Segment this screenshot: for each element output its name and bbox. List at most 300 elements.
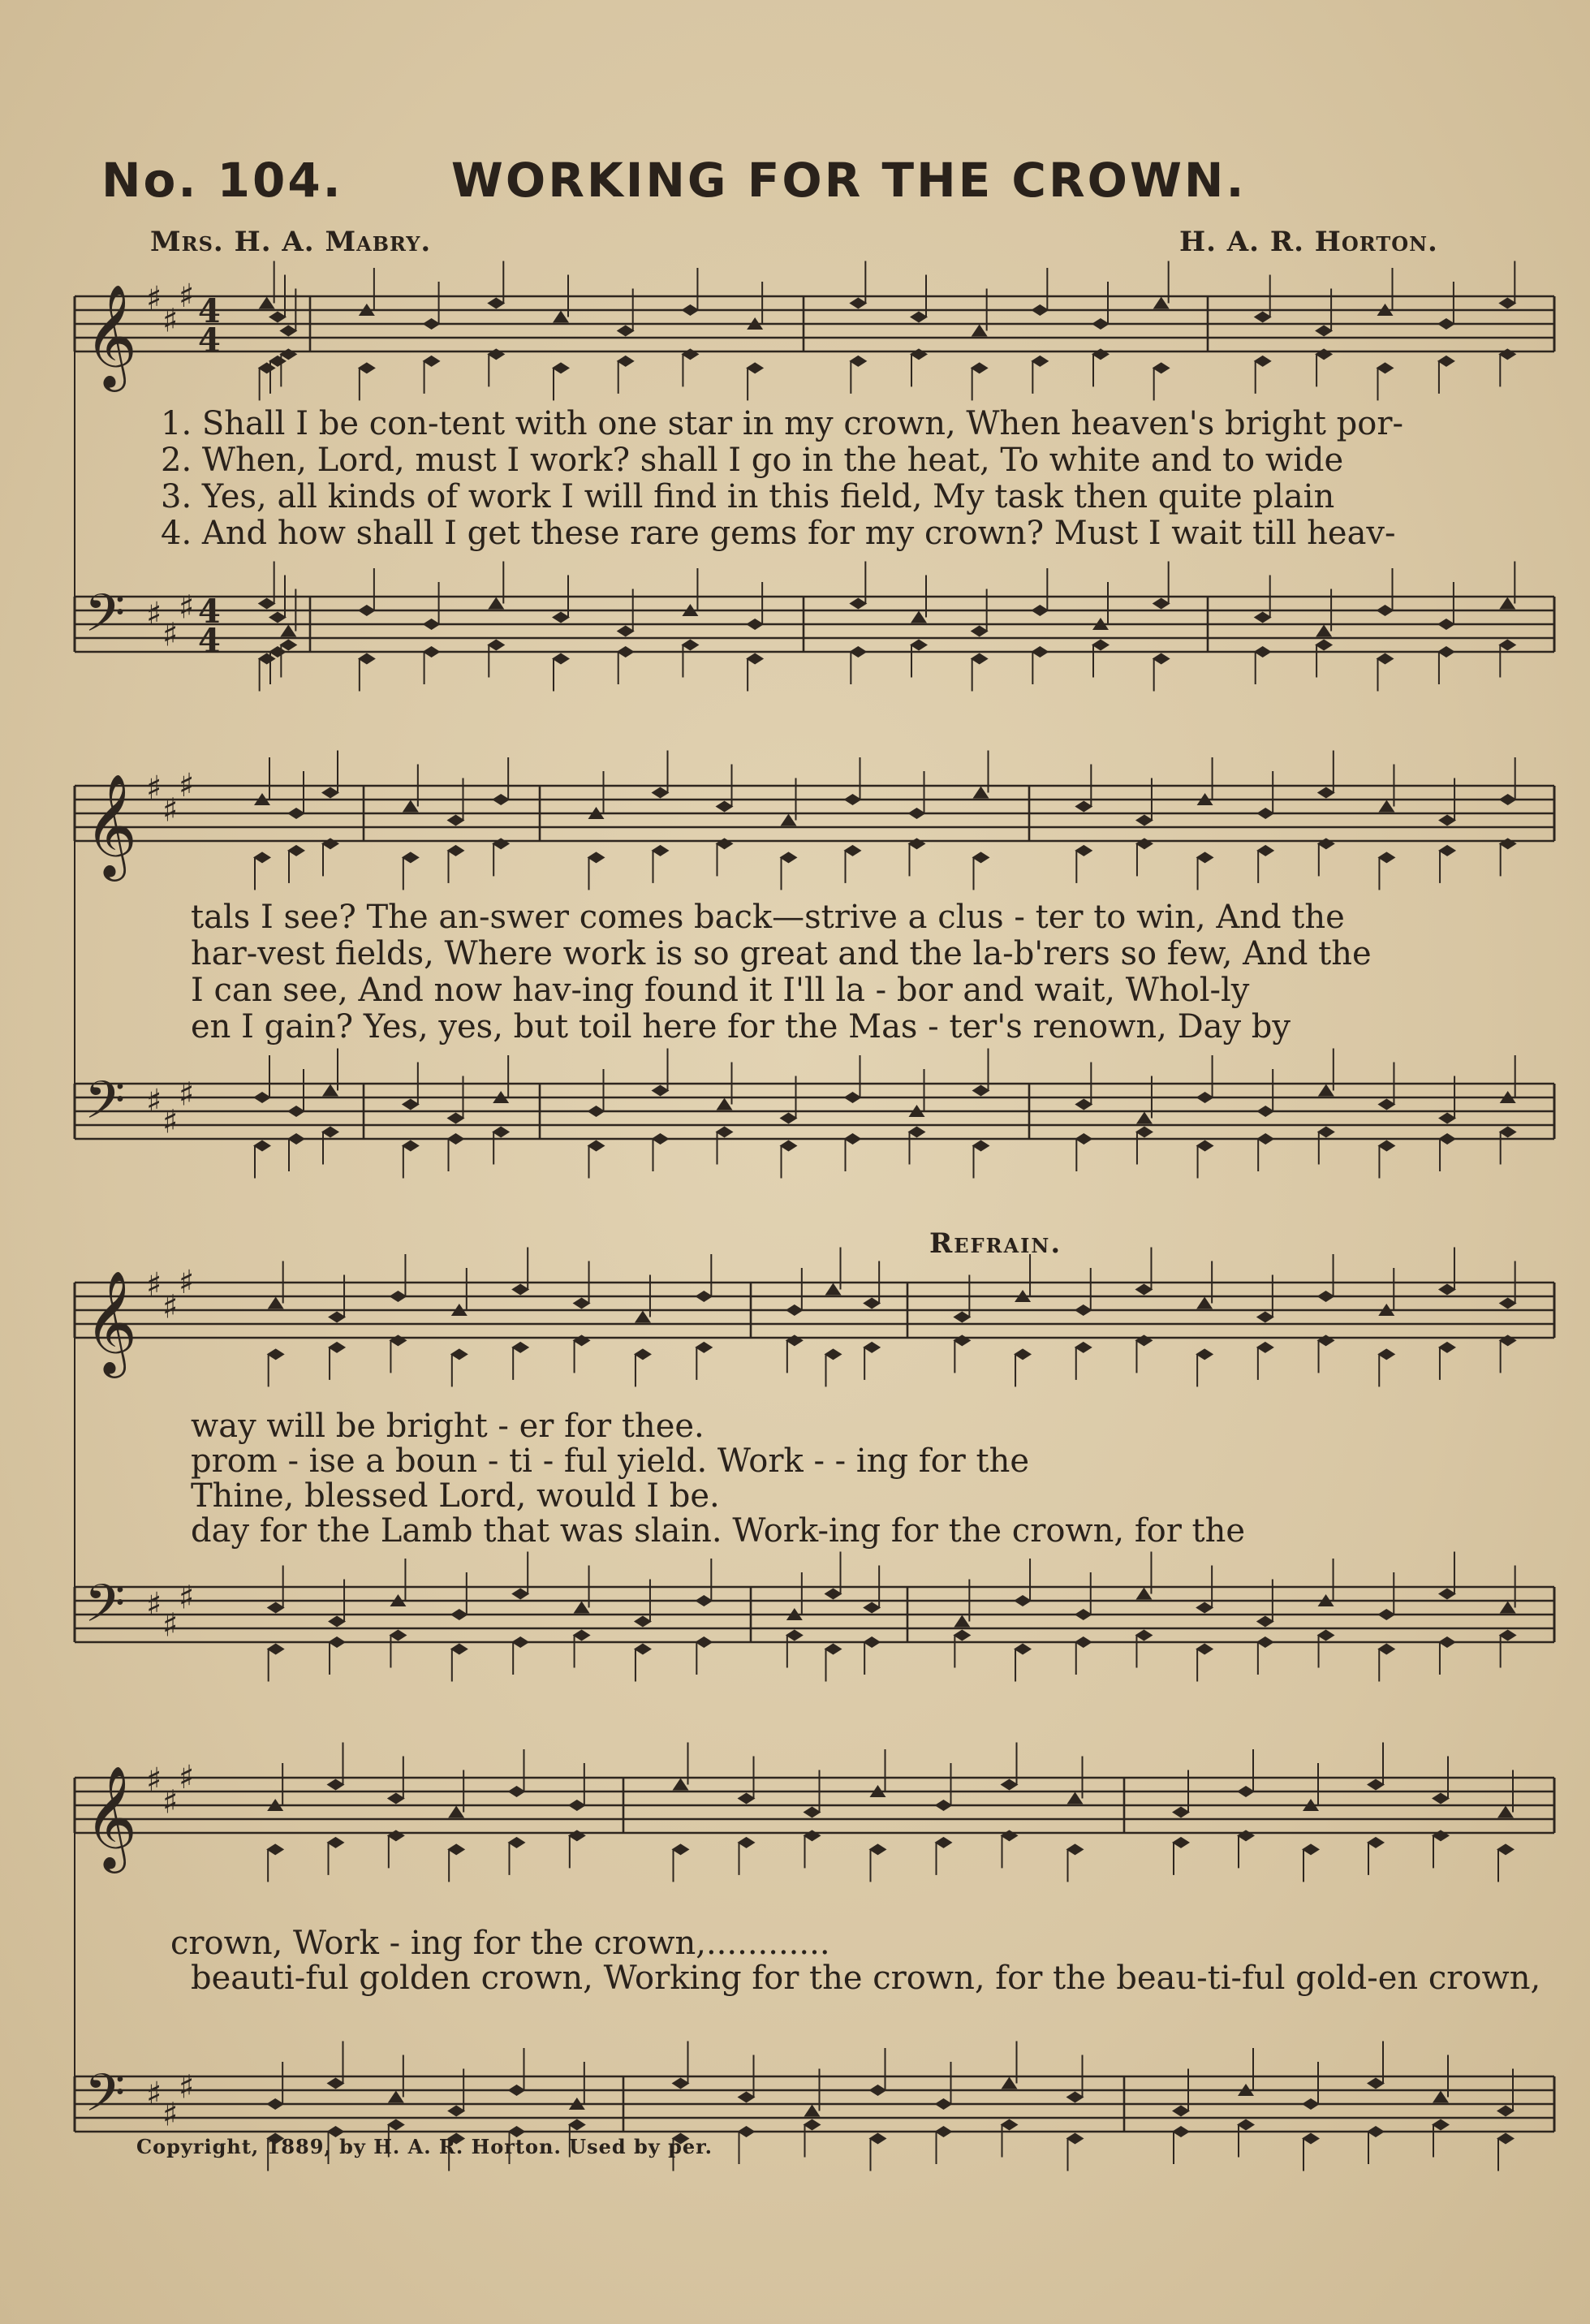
note-head: [574, 1602, 590, 1614]
note-head: [269, 312, 287, 323]
note-head: [573, 1630, 591, 1641]
note-head: [695, 1636, 713, 1648]
note-head: [672, 1843, 690, 1855]
lyric-line: day for the Lamb that was slain. Work-ing for the crown, for the: [191, 1512, 1246, 1550]
note-head: [487, 348, 505, 360]
note-head: [935, 1800, 953, 1811]
note-head: [716, 838, 734, 849]
note-head: [358, 362, 376, 373]
note-head: [1001, 2119, 1019, 2131]
sharp-sign: ♯: [146, 770, 162, 807]
note-head: [387, 1793, 405, 1804]
note-head: [1031, 605, 1049, 616]
note-head: [1437, 356, 1455, 367]
lyric-line: beauti-ful golden crown, Working for the crown, for the beau-ti-ful gold-en crown,: [191, 1960, 1541, 1997]
note-head: [402, 1140, 420, 1152]
note-head: [908, 838, 926, 849]
note-head: [492, 838, 510, 849]
sharp-sign: ♯: [146, 1761, 162, 1799]
note-head: [681, 640, 699, 651]
note-head: [1498, 640, 1516, 651]
note-head: [1438, 815, 1456, 826]
note-head: [508, 2085, 526, 2096]
note-head: [258, 362, 276, 373]
note-head: [1377, 852, 1395, 863]
note-head: [1075, 1636, 1092, 1648]
note-head: [423, 619, 441, 630]
note-head: [1153, 653, 1170, 665]
note-head: [911, 611, 927, 623]
note-head: [786, 1304, 804, 1316]
note-head: [447, 1113, 465, 1124]
hymn-title: WORKING FOR THE CROWN.: [450, 153, 1247, 208]
note-head: [447, 1843, 465, 1855]
note-head: [1031, 356, 1049, 367]
lyric-line: I can see, And now hav-ing found it I'll la - bor and wait, Whol-ly: [191, 972, 1250, 1009]
note-head: [1317, 787, 1335, 799]
note-head: [1237, 1830, 1255, 1841]
note-head: [447, 2106, 465, 2117]
note-head: [971, 626, 989, 637]
note-head: [287, 1133, 305, 1145]
note-head: [972, 325, 988, 337]
note-head: [1075, 1609, 1092, 1620]
note-head: [971, 362, 989, 373]
note-head: [1367, 2078, 1385, 2089]
note-head: [447, 1133, 465, 1145]
note-head: [1092, 318, 1110, 330]
note-head: [910, 348, 928, 360]
note-head: [746, 619, 764, 630]
note-head: [279, 640, 297, 651]
note-head: [1317, 1334, 1335, 1346]
note-head: [1256, 1312, 1274, 1323]
note-head: [1135, 1284, 1153, 1296]
note-head: [279, 326, 297, 337]
note-head: [844, 794, 862, 805]
note-head: [1499, 1334, 1517, 1346]
note-head: [1302, 2133, 1320, 2145]
note-head: [511, 1636, 529, 1648]
note-head: [588, 852, 605, 863]
sharp-sign: ♯: [146, 1586, 162, 1623]
note-head: [738, 2126, 756, 2137]
note-head: [1438, 845, 1456, 856]
time-signature: 4: [198, 593, 221, 631]
sharp-sign: ♯: [162, 2096, 179, 2134]
note-head: [825, 1589, 842, 1600]
note-head: [973, 787, 989, 799]
note-head: [908, 1127, 926, 1138]
lyric-line: tals I see? The an-swer comes back—strive a clus - ter to win, And the: [191, 899, 1345, 936]
note-head: [804, 2119, 821, 2131]
note-head: [863, 1342, 881, 1353]
note-head: [1315, 348, 1333, 360]
note-head: [358, 653, 376, 665]
note-head: [1317, 1291, 1335, 1302]
note-head: [1367, 1779, 1385, 1791]
lyric-line: 2. When, Lord, must I work? shall I go in the heat, To white and to wide: [161, 442, 1344, 479]
note-head: [1497, 2133, 1515, 2145]
note-head: [1377, 1348, 1395, 1360]
note-head: [269, 646, 287, 658]
note-head: [972, 852, 990, 863]
note-head: [1135, 815, 1153, 826]
note-head: [634, 1348, 652, 1360]
sharp-sign: ♯: [179, 1076, 195, 1114]
note-head: [1075, 801, 1092, 813]
note-head: [268, 1297, 284, 1309]
composer-credit: H. A. R. Horton.: [1179, 226, 1438, 258]
note-head: [1172, 2126, 1190, 2137]
note-head: [1066, 2133, 1084, 2145]
note-head: [844, 1092, 862, 1103]
note-head: [1377, 362, 1394, 373]
note-head: [681, 304, 699, 316]
note-head: [1377, 1609, 1395, 1620]
note-head: [552, 653, 570, 665]
note-head: [321, 1127, 339, 1138]
note-head: [863, 1298, 881, 1309]
note-head: [1499, 1127, 1517, 1138]
note-head: [552, 612, 570, 623]
note-head: [634, 1616, 652, 1628]
note-head: [804, 1807, 821, 1818]
note-head: [389, 1291, 407, 1302]
sharp-sign: ♯: [162, 302, 179, 340]
note-head: [358, 605, 376, 616]
note-head: [695, 1342, 713, 1353]
lyric-line: Thine, blessed Lord, would I be.: [191, 1477, 720, 1515]
note-head: [1432, 1793, 1450, 1804]
note-head: [1001, 1779, 1019, 1791]
note-head: [1196, 852, 1214, 863]
note-head: [552, 362, 570, 373]
note-head: [328, 1616, 346, 1628]
note-head: [266, 1843, 284, 1855]
note-head: [328, 1636, 346, 1648]
note-head: [652, 1133, 670, 1145]
note-head: [1254, 356, 1272, 367]
note-head: [1497, 1843, 1515, 1855]
time-signature: 4: [198, 622, 221, 660]
note-head: [266, 2098, 284, 2110]
hymn-number: No. 104.: [101, 153, 343, 208]
note-head: [1498, 348, 1516, 360]
note-head: [1172, 1837, 1190, 1848]
note-head: [695, 1595, 713, 1606]
copyright-notice: Copyright, 1889, by H. A. R. Horton. Used by per.: [136, 2135, 713, 2158]
treble-clef: 𝄞: [84, 1270, 138, 1373]
bass-clef: 𝄢: [84, 584, 126, 657]
bass-clef: 𝄢: [84, 2063, 126, 2136]
lyric-line: way will be bright - er for thee.: [191, 1408, 705, 1445]
note-head: [844, 845, 862, 856]
note-head: [1196, 1644, 1213, 1655]
note-head: [825, 1283, 842, 1296]
note-head: [781, 814, 797, 826]
note-head: [672, 2078, 690, 2089]
note-head: [387, 2119, 405, 2131]
lyric-line: crown, Work - ing for the crown,............: [170, 1925, 830, 1962]
note-head: [1153, 297, 1170, 309]
note-head: [1031, 646, 1049, 658]
note-head: [972, 1140, 990, 1152]
note-head: [1135, 1127, 1153, 1138]
lyric-line: 4. And how shall I get these rare gems for my crown? Must I wait till heav-: [161, 515, 1396, 552]
note-head: [1317, 838, 1335, 849]
time-signature: 4: [198, 321, 221, 360]
note-head: [258, 598, 276, 610]
note-head: [267, 1644, 285, 1655]
note-head: [1499, 597, 1515, 610]
note-head: [389, 1334, 407, 1346]
note-head: [1497, 1806, 1514, 1818]
note-head: [511, 1342, 529, 1353]
note-head: [488, 597, 504, 610]
note-head: [448, 1806, 464, 1818]
note-head: [804, 1830, 821, 1841]
note-head: [695, 1291, 713, 1302]
note-head: [849, 356, 867, 367]
note-head: [269, 356, 287, 367]
note-head: [328, 1342, 346, 1353]
note-head: [1433, 2091, 1449, 2103]
note-head: [1002, 2077, 1018, 2089]
lyricist-credit: Mrs. H. A. Mabry.: [150, 226, 432, 258]
note-head: [568, 2119, 586, 2131]
sharp-sign: ♯: [179, 2068, 195, 2106]
sharp-sign: ♯: [162, 1103, 179, 1141]
note-head: [447, 815, 465, 826]
note-head: [253, 1092, 271, 1103]
note-head: [953, 1312, 971, 1323]
note-head: [1254, 646, 1272, 658]
note-head: [588, 1140, 605, 1152]
note-head: [1254, 312, 1272, 323]
note-head: [1438, 1636, 1456, 1648]
note-head: [1302, 1843, 1320, 1855]
note-head: [389, 1630, 407, 1641]
sharp-sign: ♯: [179, 1263, 195, 1301]
sharp-sign: ♯: [146, 596, 162, 633]
note-head: [511, 1589, 529, 1600]
sharp-sign: ♯: [162, 1606, 179, 1645]
lyric-line: 3. Yes, all kinds of work I will find in this field, My task then quite plain: [161, 478, 1335, 515]
note-head: [287, 1106, 305, 1117]
note-head: [1256, 808, 1274, 819]
note-head: [573, 1334, 591, 1346]
note-head: [402, 852, 420, 863]
note-head: [780, 1140, 798, 1152]
note-head: [1438, 1284, 1456, 1296]
note-head: [1256, 1342, 1274, 1353]
note-head: [617, 626, 635, 637]
note-head: [280, 625, 296, 637]
note-head: [1075, 1133, 1092, 1145]
note-head: [910, 640, 928, 651]
sharp-sign: ♯: [179, 277, 195, 315]
note-head: [1066, 1843, 1084, 1855]
sharp-sign: ♯: [179, 1579, 195, 1617]
note-head: [849, 598, 867, 610]
note-head: [869, 2085, 887, 2096]
note-head: [450, 1644, 468, 1655]
note-head: [1432, 1830, 1450, 1841]
note-head: [1256, 1133, 1274, 1145]
note-head: [953, 1630, 971, 1641]
note-head: [1001, 1830, 1019, 1841]
lyric-line: 1. Shall I be con-tent with one star in my crown, When heaven's bright por-: [161, 405, 1403, 442]
note-head: [321, 787, 339, 799]
note-head: [322, 1084, 338, 1097]
sharp-sign: ♯: [162, 616, 179, 654]
treble-clef: 𝄞: [84, 283, 138, 387]
note-head: [1067, 1792, 1084, 1804]
note-head: [508, 1786, 526, 1797]
note-head: [1066, 2092, 1084, 2103]
note-head: [269, 612, 287, 623]
note-head: [447, 845, 465, 856]
note-head: [1315, 326, 1333, 337]
note-head: [1196, 1140, 1214, 1152]
note-head: [849, 298, 867, 309]
note-head: [1499, 1298, 1517, 1309]
note-head: [1432, 2119, 1450, 2131]
note-head: [1377, 1099, 1395, 1110]
note-head: [935, 2126, 953, 2137]
note-head: [388, 2091, 404, 2103]
note-head: [287, 808, 305, 819]
note-head: [954, 1615, 970, 1628]
sharp-sign: ♯: [179, 1758, 195, 1796]
note-head: [1318, 1084, 1334, 1097]
note-head: [746, 362, 764, 373]
note-head: [1437, 318, 1455, 330]
sharp-sign: ♯: [146, 1083, 162, 1120]
note-head: [1092, 640, 1110, 651]
note-head: [1135, 838, 1153, 849]
note-head: [1378, 800, 1394, 813]
note-head: [1014, 1348, 1032, 1360]
note-head: [804, 2105, 821, 2117]
note-head: [617, 356, 635, 367]
note-head: [780, 1113, 798, 1124]
note-head: [869, 1843, 887, 1855]
note-head: [1367, 2126, 1385, 2137]
note-head: [635, 1311, 651, 1323]
bass-clef: 𝄢: [84, 1574, 126, 1647]
note-head: [1237, 2119, 1255, 2131]
note-head: [1499, 838, 1517, 849]
note-head: [849, 646, 867, 658]
note-head: [328, 1312, 346, 1323]
note-head: [1437, 619, 1455, 630]
note-head: [1014, 1644, 1032, 1655]
note-head: [1092, 348, 1110, 360]
note-head: [1136, 1112, 1153, 1124]
note-head: [1317, 1127, 1335, 1138]
note-head: [1438, 1589, 1456, 1600]
note-head: [652, 787, 670, 799]
note-head: [588, 1106, 605, 1117]
note-head: [321, 838, 339, 849]
note-head: [738, 1793, 756, 1804]
sharp-sign: ♯: [146, 2076, 162, 2113]
note-head: [1315, 640, 1333, 651]
note-head: [910, 312, 928, 323]
note-head: [1497, 2106, 1515, 2117]
note-head: [1377, 653, 1394, 665]
treble-clef: 𝄞: [84, 1765, 138, 1869]
note-head: [717, 1098, 733, 1110]
note-head: [1196, 1602, 1213, 1614]
note-head: [423, 646, 441, 658]
note-head: [492, 794, 510, 805]
note-head: [1172, 2106, 1190, 2117]
note-head: [267, 1602, 285, 1614]
note-head: [786, 1630, 804, 1641]
note-head: [1499, 794, 1517, 805]
note-head: [1196, 1092, 1214, 1103]
note-head: [738, 1837, 756, 1848]
sharp-sign: ♯: [146, 1266, 162, 1304]
sharp-sign: ♯: [179, 589, 195, 627]
note-head: [1438, 1342, 1456, 1353]
note-head: [1135, 1630, 1153, 1641]
note-head: [1316, 625, 1332, 637]
note-head: [746, 653, 764, 665]
note-head: [652, 1085, 670, 1097]
note-head: [1135, 1334, 1153, 1346]
note-head: [1437, 646, 1455, 658]
note-head: [1377, 1644, 1395, 1655]
note-head: [1438, 1133, 1456, 1145]
lyric-line: prom - ise a boun - ti - ful yield. Work - - ing for the: [191, 1442, 1030, 1480]
note-head: [863, 1602, 881, 1614]
note-head: [634, 1644, 652, 1655]
note-head: [487, 298, 505, 309]
note-head: [652, 845, 670, 856]
note-head: [327, 1779, 345, 1791]
time-signature: 4: [198, 292, 221, 330]
note-head: [1254, 612, 1272, 623]
lyric-line: har-vest fields, Where work is so great and the la-b'rers so few, And the: [191, 935, 1372, 972]
note-head: [1135, 1588, 1152, 1600]
note-head: [908, 808, 926, 819]
note-head: [617, 646, 635, 658]
sharp-sign: ♯: [146, 280, 162, 317]
note-head: [1075, 1099, 1092, 1110]
note-head: [972, 1085, 990, 1097]
note-head: [1377, 605, 1394, 616]
note-head: [1256, 1616, 1274, 1628]
note-head: [267, 1348, 285, 1360]
note-head: [1153, 362, 1170, 373]
note-head: [327, 2078, 345, 2089]
sharp-sign: ♯: [162, 1288, 179, 1326]
note-head: [825, 1348, 842, 1360]
bass-clef: 𝄢: [84, 1071, 126, 1144]
note-head: [1075, 1304, 1092, 1316]
note-head: [253, 1140, 271, 1152]
note-head: [738, 2092, 756, 2103]
note-head: [1196, 1348, 1213, 1360]
note-head: [487, 640, 505, 651]
note-head: [1438, 1113, 1456, 1124]
note-head: [258, 653, 276, 665]
sharp-sign: ♯: [162, 1783, 179, 1822]
